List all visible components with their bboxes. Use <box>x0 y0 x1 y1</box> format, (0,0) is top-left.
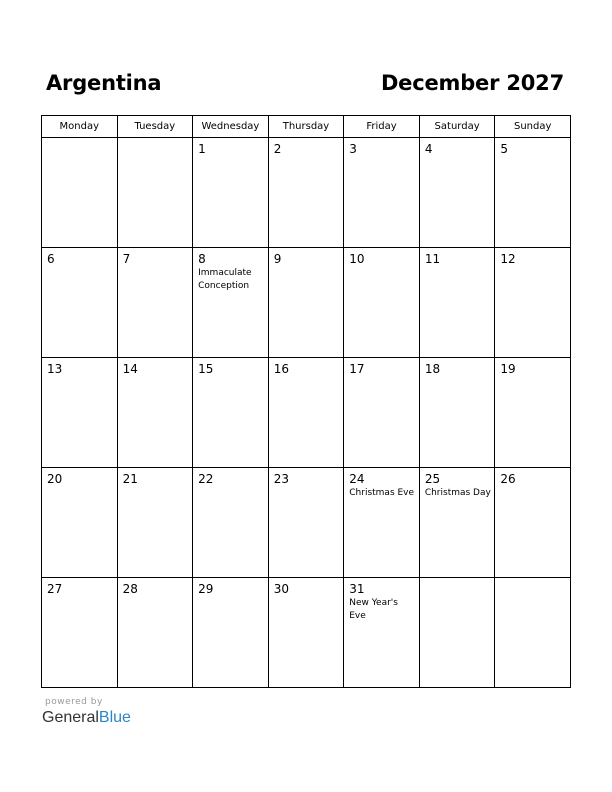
week-row <box>42 138 571 248</box>
day-number: 18 <box>424 362 441 376</box>
day-cell-30 <box>268 578 344 688</box>
day-cell-7 <box>117 248 193 358</box>
day-cell-18 <box>419 358 495 468</box>
day-cell-19 <box>495 358 571 468</box>
holiday-label: New Year's Eve <box>349 598 398 621</box>
day-cell-2 <box>268 138 344 248</box>
day-cell-25 <box>419 468 495 578</box>
day-cell-16 <box>268 358 344 468</box>
day-number: 11 <box>424 252 441 266</box>
day-cell-17 <box>344 358 420 468</box>
day-number: 2 <box>273 142 282 156</box>
day-cell-21 <box>117 468 193 578</box>
week-row <box>42 248 571 358</box>
day-cell-31 <box>344 578 420 688</box>
day-cell-5 <box>495 138 571 248</box>
day-cell-10 <box>344 248 420 358</box>
weekday-wednesday: Wednesday <box>193 116 269 138</box>
day-number: 29 <box>198 582 214 596</box>
day-cell-28 <box>117 578 193 688</box>
day-cell-1 <box>193 138 269 248</box>
empty-day-cell <box>42 138 118 248</box>
holiday-label: Christmas Eve <box>349 488 415 498</box>
day-number: 15 <box>198 362 214 376</box>
day-number: 27 <box>47 582 63 596</box>
brand-general: General <box>42 709 99 726</box>
day-cell-3 <box>344 138 420 248</box>
day-cell-24 <box>344 468 420 578</box>
day-number: 28 <box>122 582 138 596</box>
day-cell-27 <box>42 578 118 688</box>
day-number: 25 <box>424 472 441 486</box>
day-number: 21 <box>122 472 138 486</box>
day-number: 12 <box>500 252 516 266</box>
holiday-label: Immaculate Conception <box>198 268 252 291</box>
day-number: 24 <box>349 472 365 486</box>
day-cell-22 <box>193 468 269 578</box>
day-number: 14 <box>122 362 138 376</box>
weekday-saturday: Saturday <box>419 116 495 138</box>
day-number: 22 <box>198 472 214 486</box>
week-row <box>42 468 571 578</box>
day-cell-9 <box>268 248 344 358</box>
day-number: 7 <box>122 252 131 266</box>
day-number: 23 <box>273 472 289 486</box>
holiday-label: Christmas Day <box>424 488 491 498</box>
day-number: 19 <box>500 362 516 376</box>
day-number: 6 <box>47 252 55 266</box>
day-cell-23 <box>268 468 344 578</box>
empty-day-cell <box>117 138 193 248</box>
day-cell-13 <box>42 358 118 468</box>
day-number: 17 <box>349 362 365 376</box>
day-number: 16 <box>273 362 289 376</box>
day-cell-8 <box>193 248 269 358</box>
week-row <box>42 578 571 688</box>
day-number: 9 <box>273 252 282 266</box>
day-number: 20 <box>47 472 63 486</box>
weekday-friday: Friday <box>344 116 420 138</box>
week-row <box>42 358 571 468</box>
day-cell-26 <box>495 468 571 578</box>
weekday-header-row <box>42 116 571 138</box>
day-number: 31 <box>349 582 365 596</box>
empty-day-cell <box>419 578 495 688</box>
country-title: Argentina <box>46 71 162 95</box>
month-title: December 2027 <box>380 71 564 95</box>
day-cell-12 <box>495 248 571 358</box>
day-number: 1 <box>198 142 206 156</box>
generalblue-logo <box>42 709 131 727</box>
calendar-grid <box>41 115 571 688</box>
weekday-monday: Monday <box>42 116 118 138</box>
day-cell-11 <box>419 248 495 358</box>
day-number: 4 <box>424 142 433 156</box>
day-number: 13 <box>47 362 63 376</box>
empty-day-cell <box>495 578 571 688</box>
day-number: 10 <box>349 252 365 266</box>
weekday-thursday: Thursday <box>268 116 344 138</box>
weekday-sunday: Sunday <box>495 116 571 138</box>
day-cell-6 <box>42 248 118 358</box>
day-cell-14 <box>117 358 193 468</box>
brand-blue: Blue <box>98 709 131 726</box>
day-number: 3 <box>349 142 357 156</box>
day-number: 30 <box>273 582 289 596</box>
weekday-tuesday: Tuesday <box>117 116 193 138</box>
powered-by-label: powered by <box>45 697 103 707</box>
day-cell-4 <box>419 138 495 248</box>
day-number: 5 <box>500 142 509 156</box>
day-cell-20 <box>42 468 118 578</box>
day-cell-29 <box>193 578 269 688</box>
day-cell-15 <box>193 358 269 468</box>
day-number: 8 <box>198 252 206 266</box>
day-number: 26 <box>500 472 516 486</box>
